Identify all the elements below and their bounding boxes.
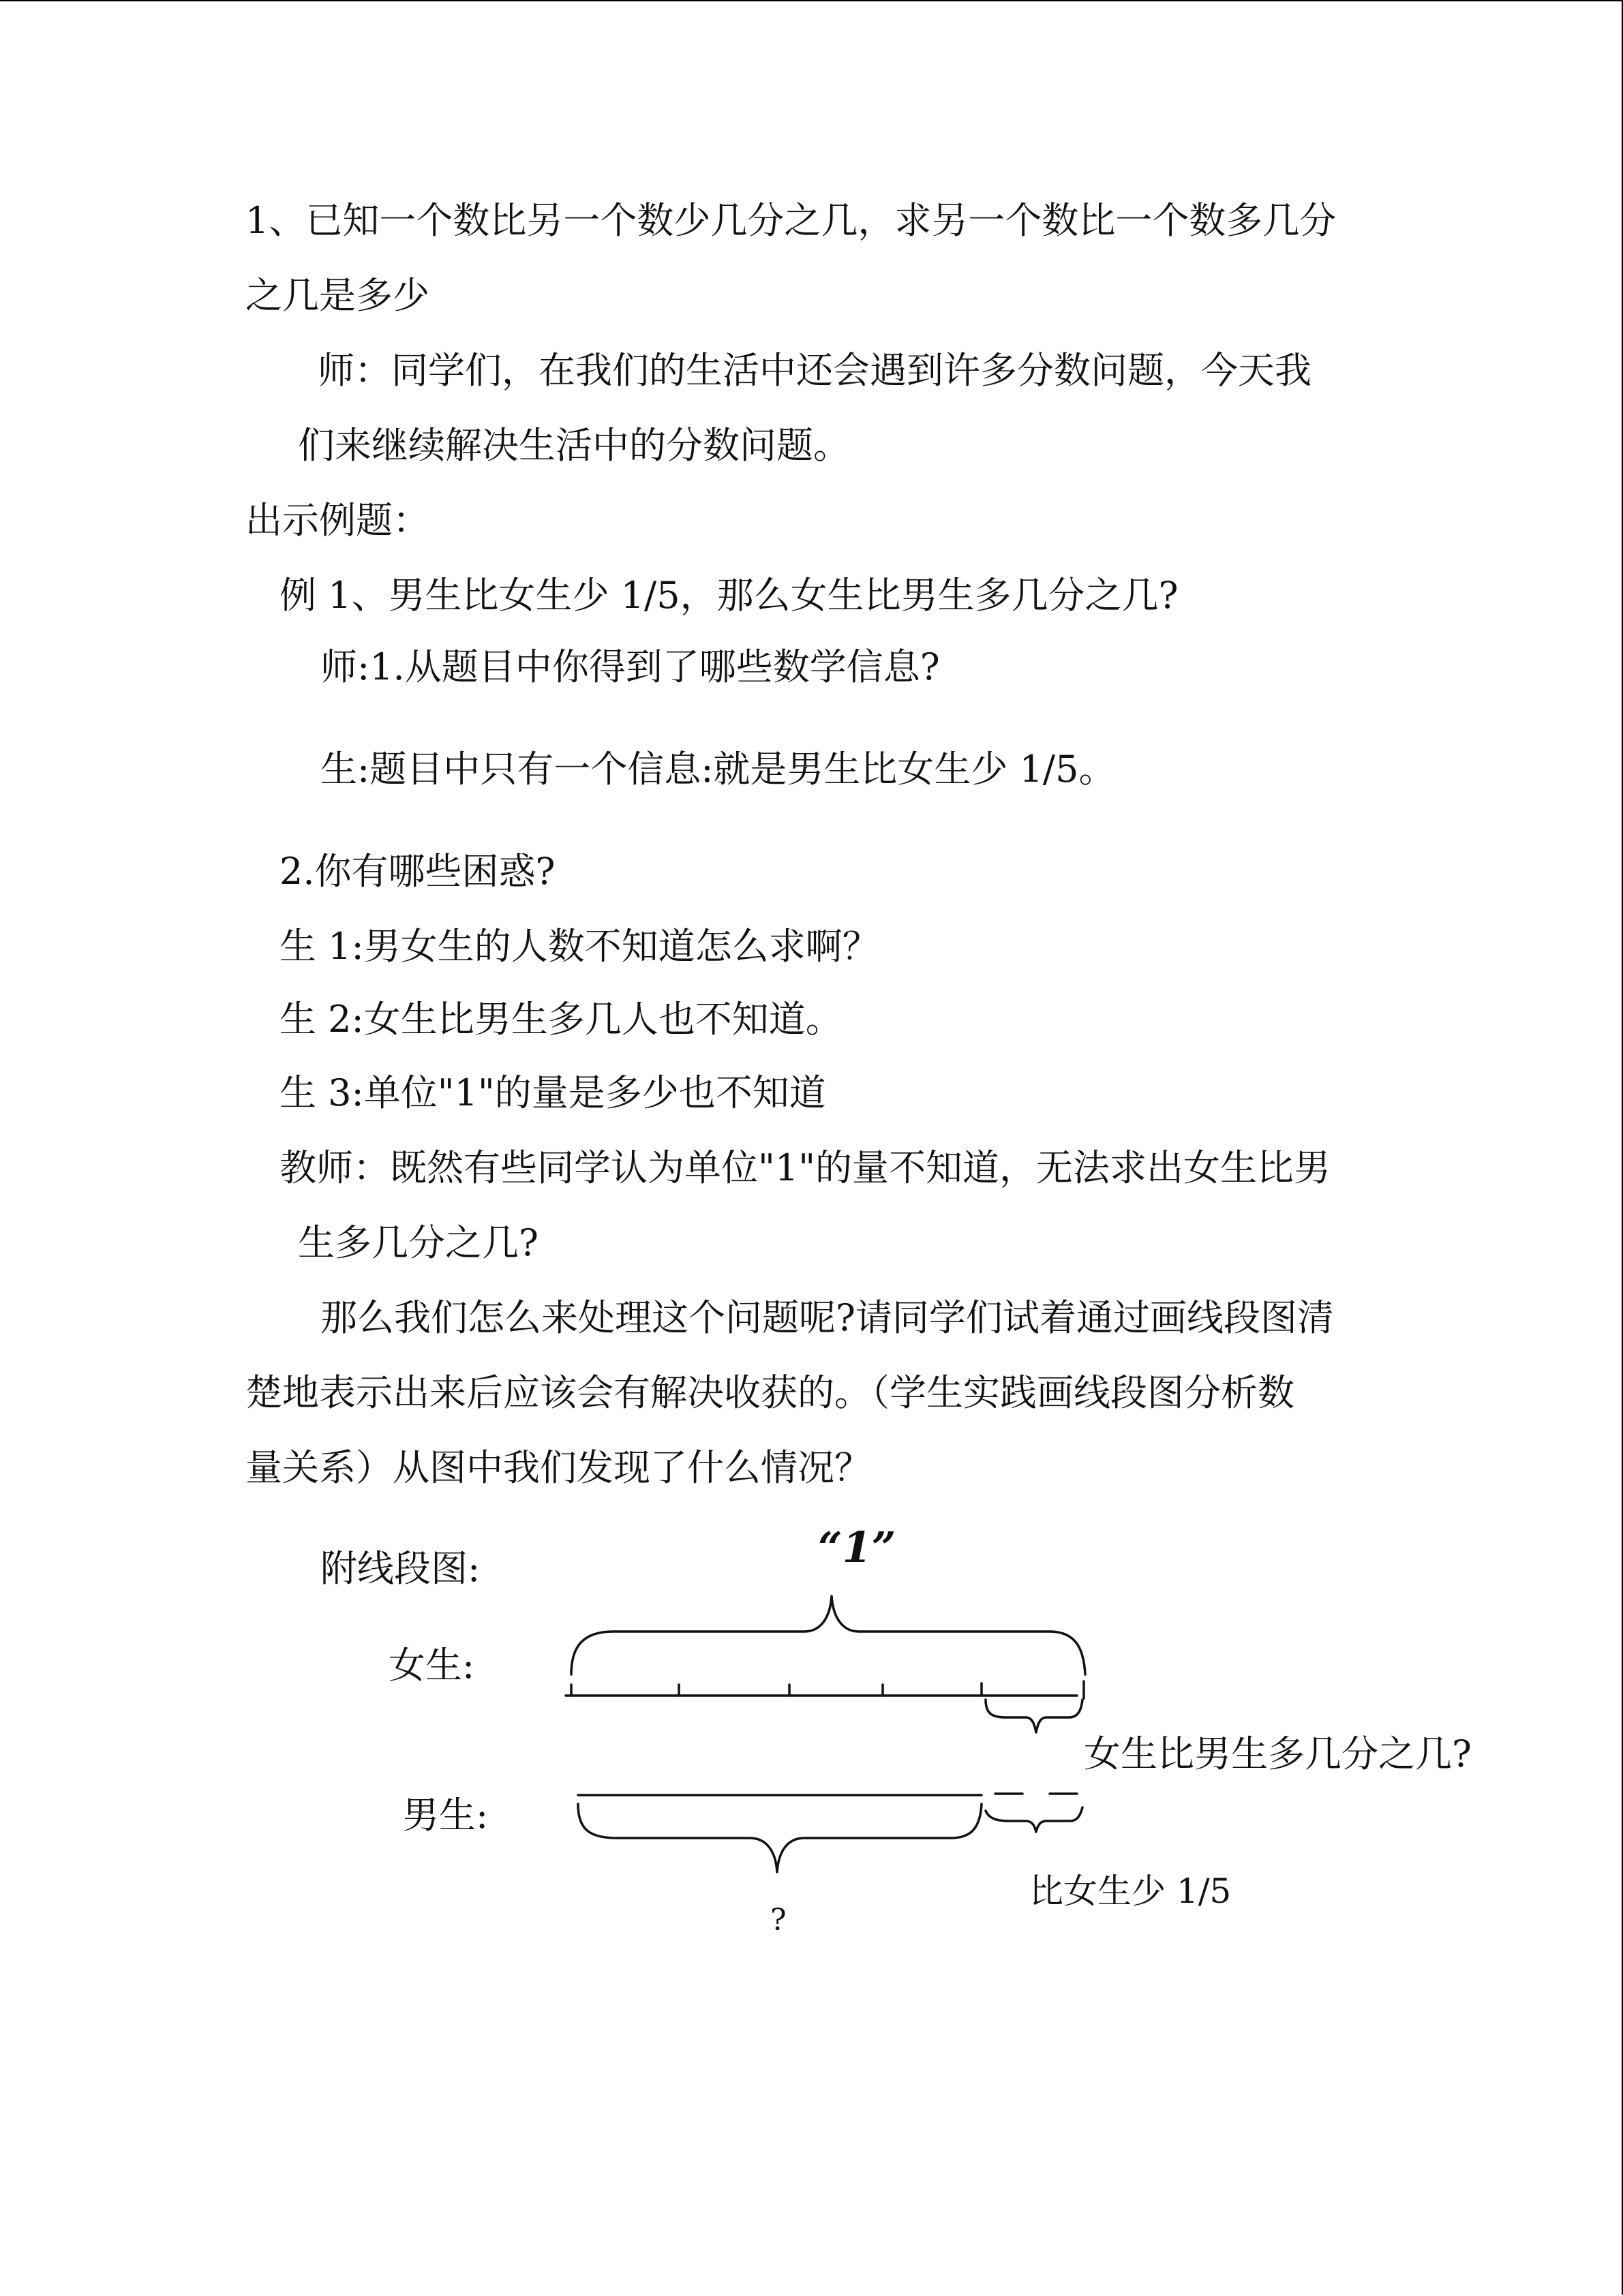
student-1: 生 1:男女生的人数不知道怎么求啊？ <box>279 925 879 968</box>
paragraph-line-1: 那么我们怎么来处理这个问题呢?请同学们试着通过画线段图清 <box>320 1296 1334 1339</box>
question-mark-label: ? <box>770 1903 787 1938</box>
show-example-label: 出示例题： <box>245 499 429 542</box>
boys-missing-brace <box>986 1807 1082 1832</box>
girls-more-label: 女生比男生多几分之几? <box>1084 1732 1472 1775</box>
line-segment-diagram <box>0 1 1623 2296</box>
example-1: 例 1、男生比女生少 1/5，那么女生比男生多几分之几? <box>279 574 1179 617</box>
boys-total-brace <box>578 1804 982 1872</box>
girls-extra-brace <box>986 1700 1082 1732</box>
boys-less-label: 比女生少 1/5 <box>1029 1871 1232 1911</box>
student-answer-1: 生:题目中只有一个信息:就是男生比女生少 1/5。 <box>320 748 1116 791</box>
teacher-intro-line-1: 师：同学们，在我们的生活中还会遇到许多分数问题，今天我 <box>318 349 1311 392</box>
teacher-intro-line-2: 们来继续解决生活中的分数问题。 <box>298 424 850 467</box>
paragraph-line-2: 楚地表示出来后应该会有解决收获的。（学生实践画线段图分析数 <box>245 1371 1294 1414</box>
teacher-reply-line-2: 生多几分之几? <box>298 1221 539 1264</box>
question-2: 2.你有哪些困惑? <box>279 850 556 893</box>
student-3: 生 3:单位"1"的量是多少也不知道 <box>279 1071 826 1114</box>
girls-label: 女生: <box>389 1644 475 1687</box>
teacher-question-1: 师:1.从题目中你得到了哪些数学信息? <box>320 645 940 688</box>
unit-one-brace <box>571 1596 1085 1674</box>
student-2: 生 2:女生比男生多几人也不知道。 <box>279 998 843 1041</box>
paragraph-line-3: 量关系）从图中我们发现了什么情况？ <box>245 1446 871 1489</box>
teacher-reply-line-1: 教师：既然有些同学认为单位"1"的量不知道，无法求出女生比男 <box>279 1146 1331 1189</box>
heading-line-2: 之几是多少 <box>245 274 429 317</box>
boys-label: 男生: <box>402 1794 489 1837</box>
diagram-caption: 附线段图: <box>320 1547 481 1590</box>
unit-one-label: “1” <box>818 1522 896 1572</box>
heading-line-1: 1、已知一个数比另一个数少几分之几，求另一个数比一个数多几分 <box>245 199 1337 242</box>
